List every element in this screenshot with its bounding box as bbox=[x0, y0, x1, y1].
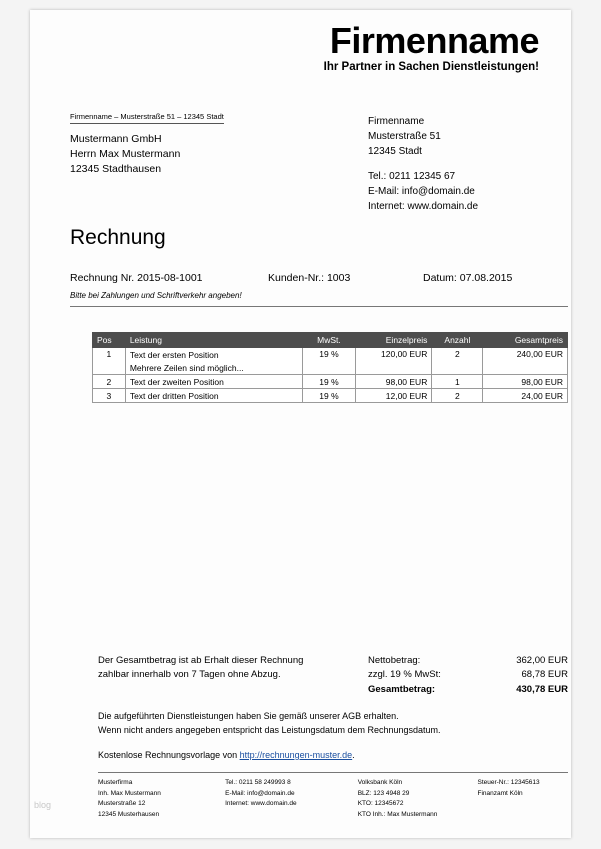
row-1-price: 120,00 EUR bbox=[355, 348, 432, 375]
row-3-desc: Text der dritten Position bbox=[125, 389, 302, 403]
credit-suffix: . bbox=[352, 749, 355, 760]
meta-divider bbox=[70, 306, 568, 307]
footer-c3-l4: KTO Inh.: Max Mustermann bbox=[357, 811, 438, 819]
return-address-line: Firmenname – Musterstraße 51 – 12345 Stadt bbox=[70, 112, 224, 124]
watermark-label: blog bbox=[34, 800, 52, 810]
footer-c3-l2: BLZ: 123 4948 29 bbox=[357, 789, 410, 797]
sender-internet: Internet: www.domain.de bbox=[368, 201, 479, 212]
net-amount-value: 362,00 EUR bbox=[516, 655, 568, 666]
payment-terms-line-1: Der Gesamtbetrag ist ab Erhalt dieser Rechnung bbox=[98, 655, 304, 666]
footer-c4-l1: Steuer-Nr.: 12345613 bbox=[477, 779, 540, 786]
footer-c1-l2: Inh. Max Mustermann bbox=[98, 789, 161, 797]
footer-column-contact bbox=[225, 778, 358, 821]
sender-city: 12345 Stadt bbox=[368, 146, 422, 157]
row-2-pos: 2 bbox=[93, 375, 126, 389]
footer-column-company bbox=[98, 778, 225, 821]
totals-block bbox=[368, 654, 568, 697]
row-3-qty: 2 bbox=[432, 389, 483, 403]
payment-terms-line-2: zahlbar innerhalb von 7 Tagen ohne Abzug. bbox=[98, 669, 281, 681]
footer-column-tax bbox=[477, 778, 568, 821]
row-1-desc: Text der ersten Position bbox=[125, 348, 302, 362]
footer-c1-l4: 12345 Musterhausen bbox=[98, 811, 160, 819]
row-1-pos: 1 bbox=[93, 348, 126, 375]
net-amount-label: Nettobetrag: bbox=[368, 655, 421, 666]
credit-line bbox=[98, 749, 538, 763]
sender-spacer bbox=[368, 159, 478, 169]
recipient-address bbox=[70, 132, 180, 178]
row-2-desc: Text der zweiten Position bbox=[125, 375, 302, 389]
footer-c2-l1: Tel.: 0211 58 249993 8 bbox=[225, 779, 291, 786]
vat-label: zzgl. 19 % MwSt: bbox=[368, 669, 441, 681]
header-gesamtpreis: Gesamtpreis bbox=[483, 333, 568, 348]
payment-terms bbox=[98, 654, 358, 683]
sender-email: E-Mail: info@domain.de bbox=[368, 186, 475, 197]
footer-c2-l2: E-Mail: info@domain.de bbox=[225, 789, 295, 797]
header-leistung: Leistung bbox=[125, 333, 302, 348]
line-items-table bbox=[92, 332, 568, 403]
table-header-row bbox=[93, 333, 568, 348]
row-1-total: 240,00 EUR bbox=[483, 348, 568, 375]
row-2-price: 98,00 EUR bbox=[355, 375, 432, 389]
footer-c1-l3: Musterstraße 12 bbox=[98, 800, 146, 808]
page-title: Rechnung bbox=[70, 226, 166, 249]
row-2-total: 98,00 EUR bbox=[483, 375, 568, 389]
invoice-number: Rechnung Nr. 2015-08-1001 bbox=[70, 272, 203, 284]
vat-row bbox=[368, 668, 568, 682]
invoice-meta bbox=[70, 272, 528, 284]
row-1-mwst: 19 % bbox=[303, 348, 355, 375]
row-3-price: 12,00 EUR bbox=[355, 389, 432, 403]
notes-line-1: Die aufgeführten Dienstleistungen haben Sie gemäß unserer AGB erhalten. bbox=[98, 711, 399, 721]
table-row bbox=[93, 375, 568, 389]
row-3-pos: 3 bbox=[93, 389, 126, 403]
row-3-total: 24,00 EUR bbox=[483, 389, 568, 403]
sender-company: Firmenname bbox=[368, 116, 425, 127]
sender-address bbox=[368, 114, 478, 214]
row-1-desc-2: Mehrere Zeilen sind möglich... bbox=[125, 361, 302, 375]
footer-column-bank bbox=[358, 778, 478, 821]
grand-total-label: Gesamtbetrag: bbox=[368, 683, 436, 695]
letterhead bbox=[324, 22, 539, 73]
header-einzelpreis: Einzelpreis bbox=[355, 333, 432, 348]
net-amount-row bbox=[368, 654, 568, 668]
footer-c1-l1: Musterfirma bbox=[98, 779, 133, 786]
table-row bbox=[93, 348, 568, 362]
row-2-qty: 1 bbox=[432, 375, 483, 389]
row-1-qty: 2 bbox=[432, 348, 483, 375]
company-slogan: Ihr Partner in Sachen Dienstleistungen! bbox=[323, 60, 539, 73]
recipient-line-3: 12345 Stadthausen bbox=[70, 163, 162, 176]
footer-c3-l3: KTO: 12345672 bbox=[357, 800, 404, 808]
page-footer bbox=[98, 778, 568, 821]
row-2-mwst: 19 % bbox=[303, 375, 355, 389]
footer-divider bbox=[98, 772, 568, 773]
header-mwst: MwSt. bbox=[303, 333, 355, 348]
sender-street: Musterstraße 51 bbox=[368, 131, 441, 142]
company-name: Firmenname bbox=[329, 20, 539, 61]
notes-block bbox=[98, 710, 538, 763]
customer-number: Kunden-Nr.: 1003 bbox=[268, 272, 351, 284]
grand-total-value: 430,78 EUR bbox=[516, 683, 568, 695]
row-3-mwst: 19 % bbox=[303, 389, 355, 403]
header-pos: Pos bbox=[93, 333, 126, 348]
recipient-line-1: Mustermann GmbH bbox=[70, 133, 162, 145]
grand-total-row bbox=[368, 683, 568, 697]
invoice-date: Datum: 07.08.2015 bbox=[423, 272, 513, 284]
table-row bbox=[93, 389, 568, 403]
invoice-sheet bbox=[30, 10, 571, 838]
sender-phone: Tel.: 0211 12345 67 bbox=[368, 171, 456, 182]
invoice-meta-note: Bitte bei Zahlungen und Schriftverkehr angeben! bbox=[70, 291, 242, 300]
vat-value: 68,78 EUR bbox=[521, 669, 568, 681]
footer-c2-l3: Internet: www.domain.de bbox=[225, 800, 297, 808]
credit-link[interactable]: http://rechnungen-muster.de bbox=[239, 749, 353, 760]
recipient-line-2: Herrn Max Mustermann bbox=[70, 148, 181, 161]
footer-c3-l1: Volksbank Köln bbox=[357, 779, 403, 786]
credit-prefix: Kostenlose Rechnungsvorlage von bbox=[98, 749, 240, 760]
notes-line-2: Wenn nicht anders angegeben entspricht das Leistungsdatum dem Rechnungsdatum. bbox=[98, 724, 441, 735]
footer-c4-l2: Finanzamt Köln bbox=[477, 789, 523, 797]
header-anzahl: Anzahl bbox=[432, 333, 483, 348]
